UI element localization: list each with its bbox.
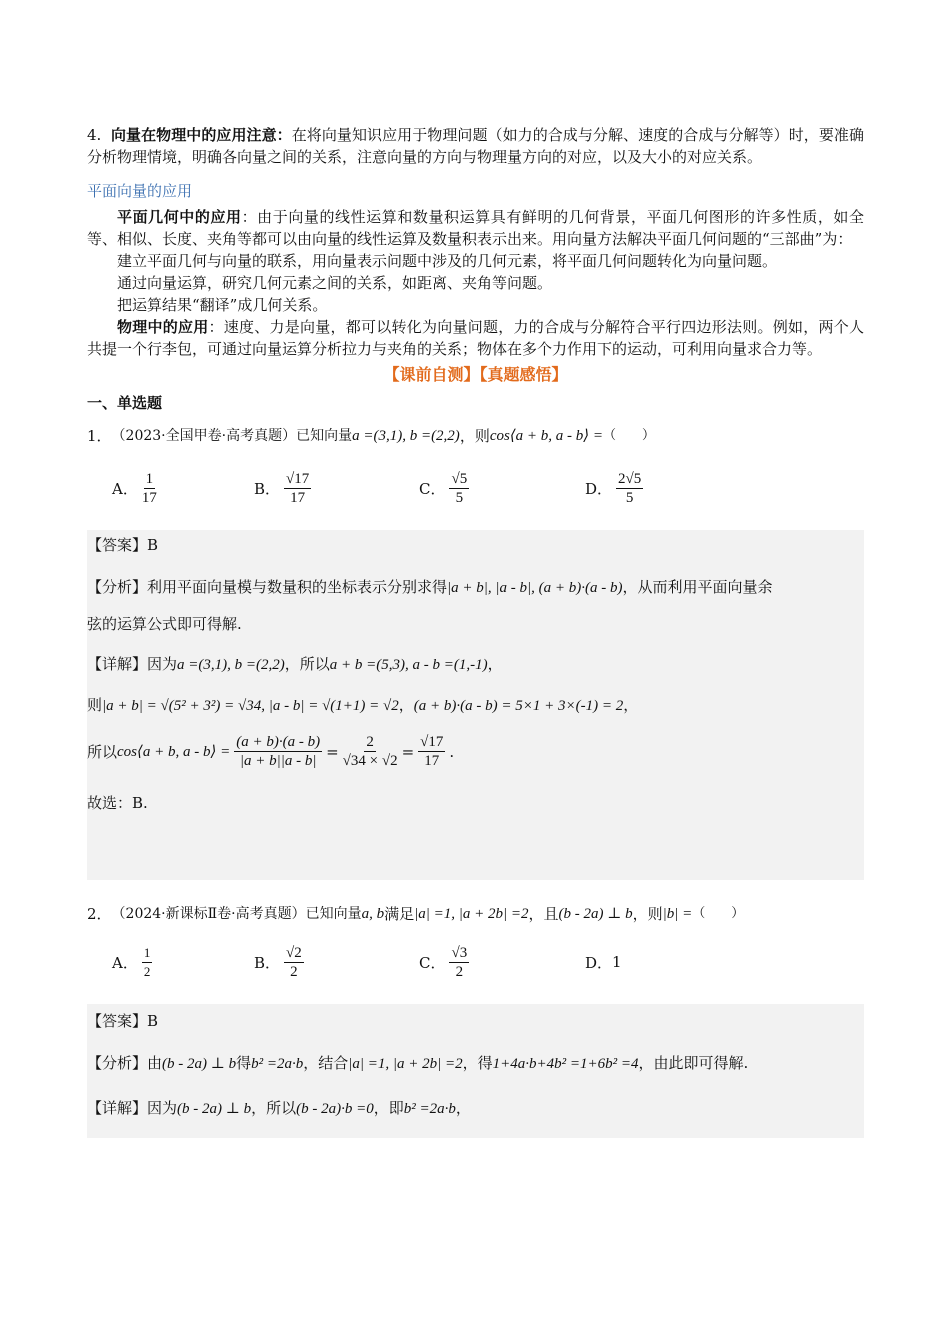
item-number: 4.	[87, 126, 102, 144]
answer-blank: （ ）	[603, 428, 656, 443]
denominator: 2	[455, 963, 464, 980]
detail-math: (b - 2a)·b =0	[296, 1101, 374, 1117]
section-single-choice: 一、单选题	[87, 394, 163, 412]
denominator: 17	[141, 489, 157, 506]
choice-label: D．	[585, 953, 613, 972]
denominator: √34 × √2	[342, 753, 398, 769]
question-2	[87, 902, 864, 926]
analysis-math: b² =2a·b	[251, 1056, 304, 1072]
document-page	[87, 124, 864, 1138]
analysis-tag: 【分析】	[87, 578, 148, 596]
detail-text: ，	[623, 696, 639, 714]
geometry-title: 平面几何中的应用	[117, 208, 242, 226]
q2-analysis	[87, 1052, 864, 1075]
q2-choices	[112, 940, 864, 984]
analysis-text: ，得	[462, 1054, 493, 1072]
note-title: 向量在物理中的应用注意	[110, 126, 277, 144]
answer-value: B	[147, 1012, 159, 1030]
detail-math: a + b =(5,3), a - b =(1,-1)	[329, 657, 488, 673]
q1-detail-2	[87, 694, 864, 717]
detail-text: ，	[487, 655, 503, 673]
choice-fraction	[142, 944, 153, 981]
numerator: √17	[286, 470, 310, 487]
analysis-text-2: ，从而利用平面向量余	[622, 578, 773, 596]
choice-fraction	[449, 944, 469, 981]
q1-analysis-cont: 弦的运算公式即可得解.	[87, 615, 242, 633]
q1-choice-b[interactable]	[254, 470, 419, 507]
geometry-step-3: 把运算结果“翻译”成几何关系。	[117, 296, 328, 314]
answer-blank: （ ）	[692, 906, 745, 921]
q1-answer	[87, 534, 864, 556]
choice-label: A．	[112, 953, 138, 972]
question-condition: |a| =1, |a + 2b| =2	[414, 906, 529, 922]
answer-tag: 【答案】	[87, 1012, 148, 1030]
analysis-math: |a| =1, |a + 2b| =2	[348, 1056, 463, 1072]
denominator: 5	[455, 489, 464, 506]
question-source: （2024·新课标Ⅱ卷·高考真题）已知向量	[111, 906, 362, 922]
q2-choice-b[interactable]	[254, 944, 419, 981]
detail-text: ，	[455, 1099, 471, 1117]
choice-label: A．	[112, 479, 138, 498]
choice-fraction	[449, 470, 469, 507]
q2-detail	[87, 1097, 864, 1120]
choice-fraction	[616, 470, 643, 507]
fraction-3	[418, 733, 445, 770]
q2-choice-a[interactable]	[112, 944, 254, 981]
question-text: 满足	[384, 905, 415, 923]
choice-fraction	[142, 470, 157, 507]
detail-math: (b - 2a) ⊥ b	[177, 1101, 252, 1117]
numerator: 2√5	[618, 470, 642, 487]
question-source: （2023·全国甲卷·高考真题）已知向量	[111, 428, 353, 444]
detail-text: ，所以	[251, 1099, 297, 1117]
denominator: 17	[424, 753, 440, 769]
banner-heading: 【课前自测】【真题感悟】	[383, 365, 568, 384]
detail-math: b² =2a·b	[403, 1101, 456, 1117]
detail-math: |a + b| = √(5² + 3²) = √34, |a - b| = √(1+1) = √2	[102, 698, 399, 714]
fraction-2	[343, 733, 398, 770]
cos-expression: cos⟨a + b, a - b⟩ =	[117, 744, 231, 760]
analysis-math: 1+4a·b+4b² =1+6b² =4	[492, 1056, 639, 1072]
numerator: √5	[451, 470, 468, 487]
choice-fraction	[284, 470, 311, 507]
detail-text: 因为	[147, 1099, 178, 1117]
q1-choice-a[interactable]	[112, 470, 254, 507]
analysis-text: 利用平面向量模与数量积的坐标表示分别求得	[147, 578, 448, 596]
choice-fraction	[284, 944, 304, 981]
choice-label: C．	[419, 953, 446, 972]
numerator: (a + b)·(a - b)	[236, 734, 321, 750]
detail-tag: 【详解】	[87, 1099, 148, 1117]
question-perp: (b - 2a) ⊥ b	[558, 906, 633, 922]
q2-choice-c[interactable]	[419, 944, 585, 981]
analysis-text: ，结合	[303, 1054, 349, 1072]
q2-answer	[87, 1010, 864, 1032]
question-text: ，则	[632, 905, 663, 923]
question-vars: a, b	[361, 906, 385, 922]
q1-analysis	[87, 576, 864, 599]
geometry-paragraph	[87, 206, 864, 250]
numerator: 1	[142, 944, 153, 963]
detail-math: a =(3,1), b =(2,2)	[177, 657, 285, 673]
section-heading: 平面向量的应用	[87, 182, 193, 200]
note-text: 在将向量知识应用于物理问题（如力的合成与分解、速度的合成与分解等）时，要准确分析物理情境，明确各向量之间的关系，注意向量的方向与物理量方向的对应，以及大小的对应关系。	[87, 126, 864, 166]
detail-math: (a + b)·(a - b) = 5×1 + 3×(-1) = 2	[413, 698, 624, 714]
question-given: a =(3,1), b =(2,2)	[352, 428, 460, 444]
q1-choice-d[interactable]	[585, 470, 647, 507]
colon: ：	[276, 126, 292, 144]
detail-text: 所以	[87, 743, 118, 761]
choice-label: B．	[254, 479, 281, 498]
detail-text: 因为	[147, 655, 178, 673]
q1-choice-c[interactable]	[419, 470, 585, 507]
note-4	[87, 124, 864, 168]
question-number: 1．	[87, 427, 112, 445]
choice-label: D．	[585, 479, 613, 498]
answer-value: B	[147, 536, 159, 554]
question-expression: cos⟨a + b, a - b⟩ =	[489, 428, 604, 444]
period: .	[449, 742, 455, 761]
physics-title: 物理中的应用	[117, 318, 209, 336]
question-connector: ，则	[459, 427, 490, 445]
numerator: √3	[451, 944, 468, 961]
geometry-text: ：由于向量的线性运算和数量积运算具有鲜明的几何背景，平面几何图形的许多性质，如全等、相似、长度、夹角等都可以由向量的线性运算及数量积表示出来。用向量方法解决平面几何问题的“三部曲”为：	[87, 208, 864, 248]
choice-label: B．	[254, 953, 281, 972]
question-number: 2．	[87, 905, 112, 923]
analysis-text: 由	[147, 1054, 163, 1072]
q1-choices	[112, 466, 864, 510]
numerator: 1	[145, 470, 154, 487]
choice-value: 1	[612, 953, 622, 971]
denominator: |a + b||a - b|	[239, 753, 317, 769]
denominator: 5	[625, 489, 634, 506]
question-expression: |b| =	[662, 906, 693, 922]
detail-tag: 【详解】	[87, 655, 148, 673]
q1-final: 故选：B.	[87, 794, 148, 812]
q2-choice-d[interactable]	[585, 952, 622, 973]
q2-solution-box	[87, 1004, 864, 1138]
q1-detail-1	[87, 653, 864, 676]
question-text: ，且	[528, 905, 559, 923]
q1-solution-box	[87, 530, 864, 880]
geometry-step-2: 通过向量运算，研究几何元素之间的关系，如距离、夹角等问题。	[117, 274, 553, 292]
detail-text: ，	[398, 696, 414, 714]
analysis-text: ，由此即可得解.	[638, 1054, 749, 1072]
physics-paragraph	[87, 316, 864, 360]
detail-text: ，所以	[284, 655, 330, 673]
detail-text: ，即	[373, 1099, 404, 1117]
detail-text: 则	[87, 696, 103, 714]
physics-text: ：速度、力是向量，都可以转化为向量问题，力的合成与分解符合平行四边形法则。例如，两个人共提一个行李包，可通过向量运算分析拉力与夹角的关系；物体在多个力作用下的运动，可利用向量求合力等。	[87, 318, 864, 358]
geometry-step-1: 建立平面几何与向量的联系，用向量表示问题中涉及的几何元素，将平面几何问题转化为向量问题。	[117, 252, 778, 270]
numerator: √2	[286, 944, 302, 961]
denominator: 2	[143, 963, 151, 979]
answer-tag: 【答案】	[87, 536, 148, 554]
q1-detail-3	[87, 733, 864, 770]
analysis-math: (b - 2a) ⊥ b	[162, 1056, 237, 1072]
denominator: 17	[290, 489, 306, 506]
denominator: 2	[290, 963, 298, 980]
analysis-math: |a + b|, |a - b|, (a + b)·(a - b)	[447, 580, 623, 596]
equals-sign: =	[326, 742, 339, 761]
question-1	[87, 424, 864, 448]
fraction-1	[234, 733, 322, 770]
numerator: 2	[366, 734, 374, 750]
analysis-text: 得	[236, 1054, 252, 1072]
analysis-tag: 【分析】	[87, 1054, 148, 1072]
equals-sign: =	[401, 742, 415, 761]
numerator: √17	[420, 734, 444, 750]
choice-label: C．	[419, 479, 446, 498]
